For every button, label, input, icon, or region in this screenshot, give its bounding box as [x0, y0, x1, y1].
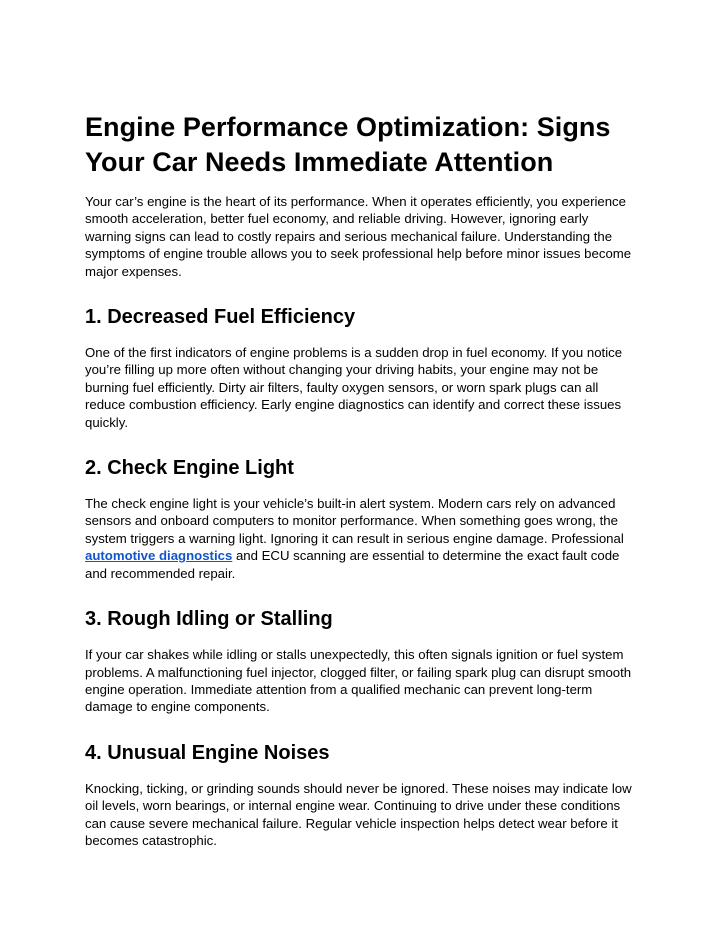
section-body-rough-idling: If your car shakes while idling or stalls unexpectedly, this often signals ignition or fuel system problems. A malfunctioning fuel injector, clogged filter, or failing spark plug can disrupt smooth engine operation. Immediate attention from a qualified mechanic can prevent long-term damage to engine components.	[85, 647, 632, 715]
body-text-before-link: The check engine light is your vehicle’s built-in alert system. Modern cars rely on advanced sensors and onboard computers to monitor performance. When something goes wrong, the system triggers a warning light. Ignoring it can result in serious engine damage. Professional	[85, 496, 624, 546]
section-body-engine-noises: Knocking, ticking, or grinding sounds should never be ignored. These noises may indicate low oil levels, worn bearings, or internal engine wear. Continuing to drive under these conditions can cause severe mechanical failure. Regular vehicle inspection helps detect wear before it becomes catastrophic.	[85, 780, 632, 848]
automotive-diagnostics-link[interactable]: automotive diagnostics	[85, 548, 233, 564]
section-body-fuel-efficiency: One of the first indicators of engine problems is a sudden drop in fuel economy. If you notice you’re filling up more often without changing your driving habits, your engine may not be burning fuel efficiently. Dirty air filters, faulty oxygen sensors, or worn spark plugs can all reduce combustion efficiency. Early engine diagnostics can identify and correct these issues quickly.	[85, 345, 623, 430]
document-page	[85, 110, 637, 849]
section-heading-check-engine-light: 2. Check Engine Light	[85, 457, 294, 480]
intro-paragraph: Your car’s engine is the heart of its performance. When it operates efficiently, you experience smooth acceleration, better fuel economy, and reliable driving. However, ignoring early warning signs can lead to costly repairs and serious mechanical failure. Understanding the symptoms of engine trouble allows you to seek professional help before minor issues become major expenses.	[85, 194, 632, 279]
section-heading-rough-idling: 3. Rough Idling or Stalling	[85, 608, 333, 631]
article-title: Engine Performance Optimization: Signs Your Car Needs Immediate Attention	[85, 112, 611, 177]
section-body-check-engine-light	[85, 495, 637, 582]
body-text-after-link: and ECU scanning are essential to determine the exact fault code and recommended repair.	[85, 548, 620, 581]
section-heading-fuel-efficiency: 1. Decreased Fuel Efficiency	[85, 306, 356, 329]
section-heading-engine-noises: 4. Unusual Engine Noises	[85, 741, 330, 764]
